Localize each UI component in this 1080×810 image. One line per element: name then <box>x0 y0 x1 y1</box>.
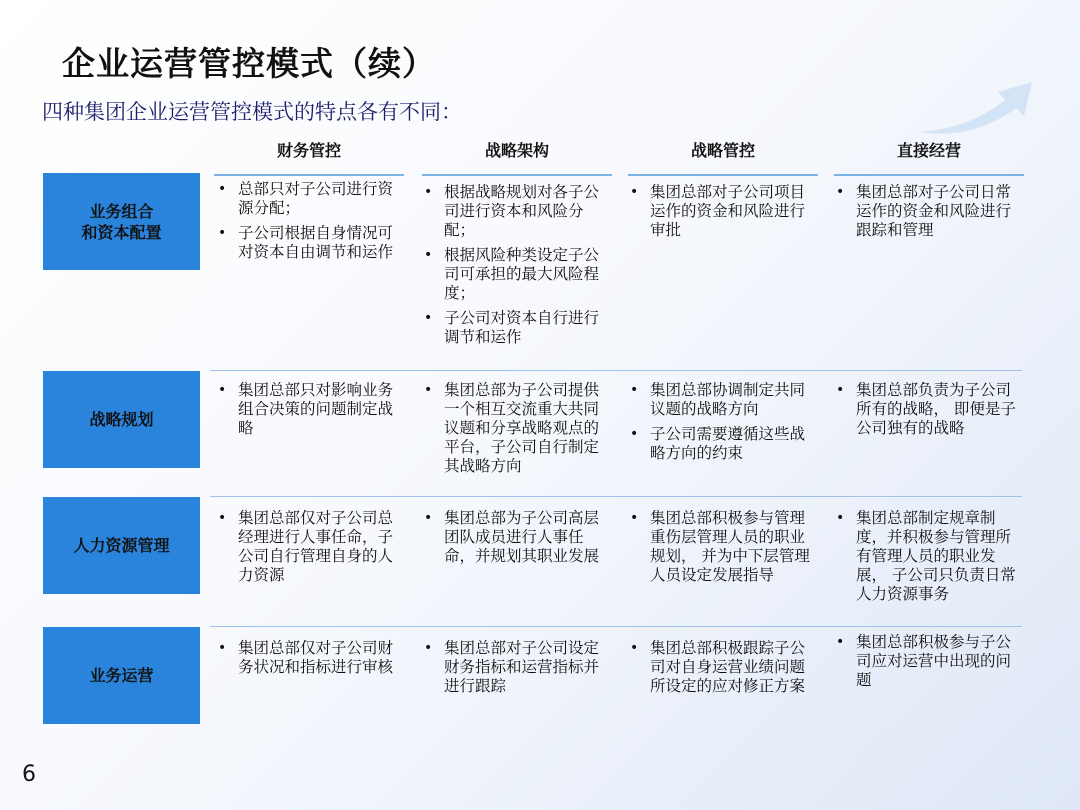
list-item: • 子公司对资本自行进行调节和运作 <box>420 309 612 347</box>
list-item: • 集团总部协调制定共同议题的战略方向 <box>626 381 818 419</box>
table-cell <box>832 381 1024 444</box>
list-item: • 子公司需要遵循这些战略方向的约束 <box>626 425 818 463</box>
list-item: • 总部只对子公司进行资源分配； <box>214 180 406 218</box>
table-cell <box>214 509 406 591</box>
column-header-direct-operation: 直接经营 <box>834 140 1024 176</box>
list-item: • 集团总部为子公司高层团队成员进行人事任命，并规划其职业发展 <box>420 509 612 566</box>
page-subtitle: 四种集团企业运营管控模式的特点各有不同： <box>42 100 462 124</box>
list-item: • 集团总部为子公司提供一个相互交流重大共同议题和分享战略观点的平台，子公司自行制定其战略方向 <box>420 381 612 476</box>
list-item: • 集团总部负责为子公司所有的战略， 即便是子公司独有的战略 <box>832 381 1024 438</box>
table-cell <box>420 381 612 482</box>
list-item: • 集团总部仅对子公司总经理进行人事任命，子公司自行管理自身的人力资源 <box>214 509 406 585</box>
row-divider <box>210 370 1022 371</box>
list-item: • 集团总部仅对子公司财务状况和指标进行审核 <box>214 639 406 677</box>
table-cell <box>832 633 1024 696</box>
column-header-strategic-architecture: 战略架构 <box>422 140 612 176</box>
table-cell <box>626 639 818 702</box>
list-item: • 集团总部只对影响业务组合决策的问题制定战略 <box>214 381 406 438</box>
table-cell <box>420 183 612 353</box>
list-item: • 集团总部对子公司项目运作的资金和风险进行审批 <box>626 183 818 240</box>
row-label-hr-management <box>43 497 200 594</box>
row-label-business-operation <box>43 627 200 724</box>
row-divider <box>210 496 1022 497</box>
table-cell <box>832 183 1024 246</box>
list-item: • 集团总部积极参与子公司应对运营中出现的问题 <box>832 633 1024 690</box>
row-label-text: 战略规划 <box>89 410 154 429</box>
table-cell <box>214 639 406 683</box>
row-label-business-portfolio <box>43 173 200 270</box>
row-divider <box>210 626 1022 627</box>
list-item: • 根据战略规划对各子公司进行资本和风险分配； <box>420 183 612 240</box>
arrow-decoration-icon <box>920 70 1040 140</box>
table-cell <box>420 509 612 572</box>
table-cell <box>832 509 1024 610</box>
row-label-text: 人力资源管理 <box>73 536 170 555</box>
table-cell <box>420 639 612 702</box>
page-title: 企业运营管控模式（续） <box>62 44 436 83</box>
column-header-financial-control: 财务管控 <box>214 140 404 176</box>
table-cell <box>626 509 818 591</box>
table-cell <box>214 180 406 268</box>
list-item: • 集团总部制定规章制度，并积极参与管理所有管理人员的职业发展， 子公司只负责日常人力资源事务 <box>832 509 1024 604</box>
page-number: 6 <box>22 762 36 787</box>
list-item: • 集团总部积极跟踪子公司对自身运营业绩问题所设定的应对修正方案 <box>626 639 818 696</box>
table-cell <box>626 381 818 469</box>
column-header-strategic-control: 战略管控 <box>628 140 818 176</box>
list-item: • 集团总部对子公司日常运作的资金和风险进行跟踪和管理 <box>832 183 1024 240</box>
list-item: • 集团总部对子公司设定财务指标和运营指标并进行跟踪 <box>420 639 612 696</box>
row-label-text: 业务运营 <box>89 666 154 685</box>
row-label-text: 业务组合 和资本配置 <box>81 201 162 242</box>
list-item: • 根据风险种类设定子公司可承担的最大风险程度； <box>420 246 612 303</box>
list-item: • 集团总部积极参与管理重伤层管理人员的职业规划， 并为中下层管理人员设定发展指导 <box>626 509 818 585</box>
table-cell <box>214 381 406 444</box>
list-item: • 子公司根据自身情况可对资本自由调节和运作 <box>214 224 406 262</box>
row-label-strategic-planning <box>43 371 200 468</box>
table-cell <box>626 183 818 246</box>
